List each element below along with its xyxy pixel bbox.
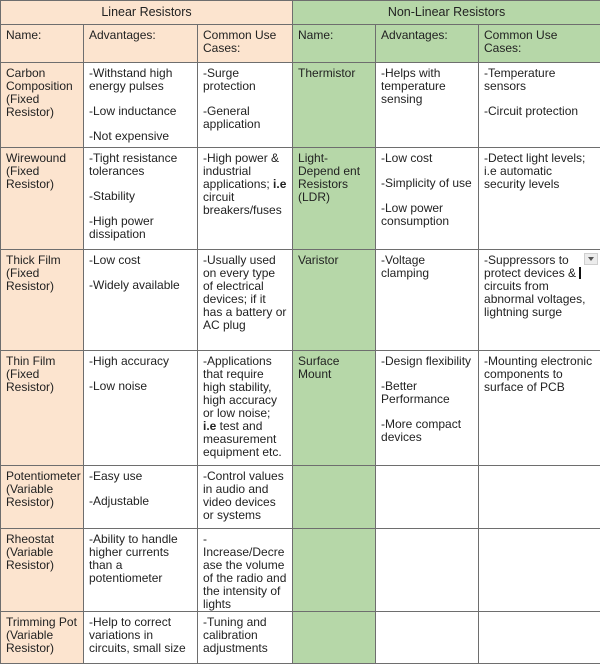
nonlinear-advantages-cell[interactable] [376, 63, 479, 148]
nonlinear-advantages-cell[interactable] [376, 351, 479, 466]
linear-name-cell[interactable]: Rheostat (Variable Resistor) [1, 529, 84, 612]
chevron-down-icon[interactable] [584, 253, 598, 265]
advantage-item: -Low cost [381, 152, 473, 165]
advantage-item: -Design flexibility [381, 355, 473, 368]
advantage-item: -Widely available [89, 279, 192, 292]
header-nonlinear-name[interactable]: Name: [293, 25, 376, 63]
nonlinear-name-cell-empty[interactable] [293, 529, 376, 612]
column-header-row [1, 25, 600, 63]
use-item: -Usually used on every type of electrical devices; if it has a battery or AC plug [203, 254, 287, 332]
advantage-item: -High power dissipation [89, 215, 192, 241]
use-item: -Temperature sensors [484, 67, 595, 93]
use-text: -Applications that require high stability, high accuracy or low noise; [203, 354, 277, 420]
nonlinear-name-cell[interactable]: Thermistor [293, 63, 376, 148]
nonlinear-name-cell[interactable]: Varistor [293, 250, 376, 351]
advantage-item: -More compact devices [381, 418, 473, 444]
use-item: -Surge protection [203, 67, 287, 93]
use-item: -General application [203, 105, 287, 131]
linear-advantages-cell[interactable] [84, 529, 198, 612]
linear-name-cell[interactable]: Potentiometer (Variable Resistor) [1, 466, 84, 529]
advantage-item: -Better Performance [381, 380, 473, 406]
use-item: -Detect light levels; i.e automatic security levels [484, 152, 595, 191]
advantage-item: -Tight resistance tolerances [89, 152, 192, 178]
header-nonlinear-advantages[interactable]: Advantages: [376, 25, 479, 63]
linear-uses-cell[interactable] [198, 466, 293, 529]
use-text: test and measurement equipment etc. [203, 419, 282, 459]
advantage-item: -Helps with temperature sensing [381, 67, 473, 106]
nonlinear-name-cell[interactable]: Surface Mount [293, 351, 376, 466]
use-item [203, 152, 287, 217]
use-item: -Circuit protection [484, 105, 595, 118]
table-row [1, 351, 600, 466]
use-item [203, 355, 287, 459]
header-linear-uses[interactable]: Common Use Cases: [198, 25, 293, 63]
use-item: -Control values in audio and video devices or systems [203, 470, 287, 522]
advantage-item: -Not expensive [89, 130, 192, 143]
use-item [484, 254, 595, 319]
linear-advantages-cell[interactable] [84, 63, 198, 148]
linear-advantages-cell[interactable] [84, 250, 198, 351]
use-text: -Suppressors to protect devices & [484, 253, 576, 280]
table-row [1, 148, 600, 250]
nonlinear-name-cell[interactable]: Light-Depend ent Resistors (LDR) [293, 148, 376, 250]
linear-uses-cell[interactable] [198, 529, 293, 612]
advantage-item: -Withstand high energy pulses [89, 67, 192, 93]
linear-uses-cell[interactable] [198, 148, 293, 250]
text-cursor [579, 267, 581, 279]
nonlinear-uses-cell-empty[interactable] [479, 529, 600, 612]
advantage-item: -Adjustable [89, 495, 192, 508]
linear-name-cell[interactable]: Wirewound (Fixed Resistor) [1, 148, 84, 250]
advantage-item: -Low inductance [89, 105, 192, 118]
linear-name-cell[interactable]: Thin Film (Fixed Resistor) [1, 351, 84, 466]
table-row [1, 529, 600, 612]
use-text: circuit breakers/fuses [203, 190, 282, 217]
use-text-bold: i.e [203, 419, 216, 433]
advantage-item: -Low cost [89, 254, 192, 267]
nonlinear-advantages-cell[interactable] [376, 148, 479, 250]
nonlinear-name-cell-empty[interactable] [293, 466, 376, 529]
advantage-item: -Easy use [89, 470, 192, 483]
header-nonlinear-uses[interactable]: Common Use Cases: [479, 25, 600, 63]
nonlinear-uses-cell-active[interactable] [479, 250, 600, 351]
group-linear-resistors[interactable]: Linear Resistors [1, 1, 293, 25]
nonlinear-uses-cell-empty[interactable] [479, 466, 600, 529]
advantage-item: -High accuracy [89, 355, 192, 368]
linear-uses-cell[interactable] [198, 63, 293, 148]
table-row [1, 466, 600, 529]
linear-name-cell[interactable]: Thick Film (Fixed Resistor) [1, 250, 84, 351]
nonlinear-uses-cell[interactable] [479, 148, 600, 250]
nonlinear-advantages-cell-empty[interactable] [376, 466, 479, 529]
advantage-item: -Voltage clamping [381, 254, 473, 280]
use-item: -Increase/Decre ase the volume of the radio and the intensity of lights [203, 533, 287, 611]
nonlinear-uses-cell[interactable] [479, 63, 600, 148]
table-row [1, 250, 600, 351]
use-text: -High power & industrial applications; [203, 151, 279, 191]
header-linear-advantages[interactable]: Advantages: [84, 25, 198, 63]
nonlinear-advantages-cell-empty[interactable] [376, 529, 479, 612]
linear-uses-cell[interactable] [198, 250, 293, 351]
linear-advantages-cell[interactable] [84, 466, 198, 529]
use-text: circuits from abnormal voltages, lightning surge [484, 279, 585, 319]
linear-name-cell[interactable]: Trimming Pot (Variable Resistor) [1, 612, 84, 664]
linear-uses-cell[interactable] [198, 351, 293, 466]
group-header-row [1, 1, 600, 25]
use-item: -Mounting electronic components to surface of PCB [484, 355, 595, 394]
advantage-item: -Low power consumption [381, 202, 473, 228]
use-item: -Tuning and calibration adjustments [203, 616, 287, 655]
use-text-bold: i.e [273, 177, 286, 191]
advantage-item: -Low noise [89, 380, 192, 393]
group-nonlinear-resistors[interactable]: Non-Linear Resistors [293, 1, 600, 25]
nonlinear-advantages-cell[interactable] [376, 250, 479, 351]
advantage-item: -Help to correct variations in circuits, small size [89, 616, 192, 655]
nonlinear-uses-cell[interactable] [479, 351, 600, 466]
advantage-item: -Simplicity of use [381, 177, 473, 190]
table-row [1, 63, 600, 148]
linear-advantages-cell[interactable] [84, 351, 198, 466]
advantage-item: -Ability to handle higher currents than a potentiometer [89, 533, 192, 585]
header-linear-name[interactable]: Name: [1, 25, 84, 63]
linear-advantages-cell[interactable] [84, 148, 198, 250]
advantage-item: -Stability [89, 190, 192, 203]
linear-name-cell[interactable]: Carbon Composition (Fixed Resistor) [1, 63, 84, 148]
